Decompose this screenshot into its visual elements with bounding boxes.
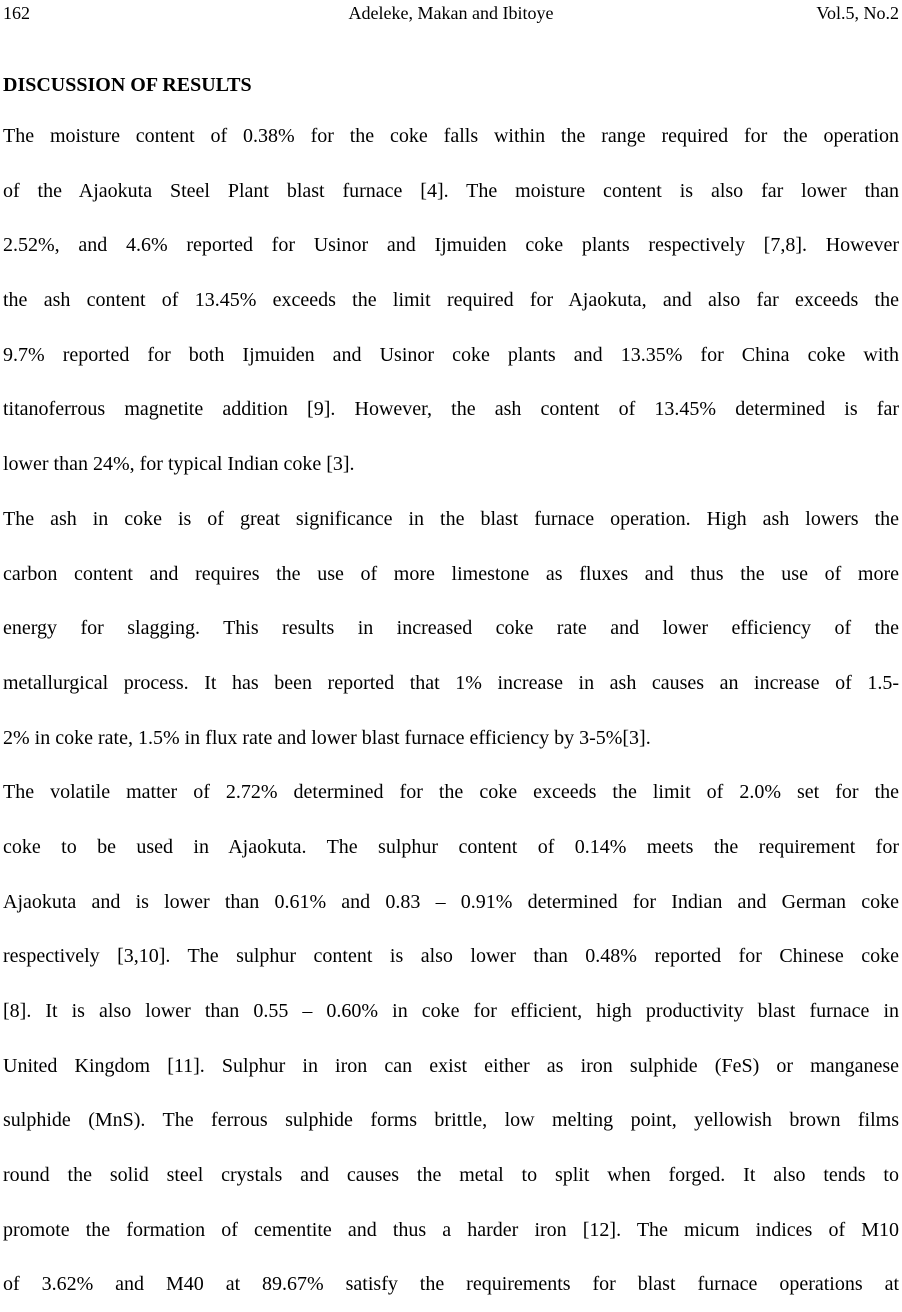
text-line: The volatile matter of 2.72% determined for the coke exceeds the limit of 2.0% set for the <box>3 781 899 804</box>
section-heading: DISCUSSION OF RESULTS <box>3 74 252 96</box>
header-authors: Adeleke, Makan and Ibitoye <box>348 3 554 23</box>
text-line: of the Ajaokuta Steel Plant blast furnace [4]. The moisture content is also far lower than <box>3 179 899 202</box>
paragraph <box>3 492 899 765</box>
text-line: 9.7% reported for both Ijmuiden and Usinor coke plants and 13.35% for China coke with <box>3 343 899 366</box>
text-line: 2.52%, and 4.6% reported for Usinor and Ijmuiden coke plants respectively [7,8]. However <box>3 234 899 257</box>
text-line: Ajaokuta and is lower than 0.61% and 0.83 – 0.91% determined for Indian and German coke <box>3 890 899 913</box>
text-line: sulphide (MnS). The ferrous sulphide forms brittle, low melting point, yellowish brown films <box>3 1109 899 1132</box>
text-line: the ash content of 13.45% exceeds the limit required for Ajaokuta, and also far exceeds the <box>3 289 899 312</box>
running-header <box>3 0 899 26</box>
text-line: of 3.62% and M40 at 89.67% satisfy the requirements for blast furnace operations at <box>3 1273 899 1296</box>
text-line: respectively [3,10]. The sulphur content is also lower than 0.48% reported for Chinese coke <box>3 945 899 968</box>
text-line: titanoferrous magnetite addition [9]. However, the ash content of 13.45% determined is far <box>3 398 899 421</box>
text-line: energy for slagging. This results in increased coke rate and lower efficiency of the <box>3 617 899 640</box>
header-page-number: 162 <box>3 3 30 23</box>
text-line: promote the formation of cementite and thus a harder iron [12]. The micum indices of M10 <box>3 1218 899 1241</box>
text-line: coke to be used in Ajaokuta. The sulphur content of 0.14% meets the requirement for <box>3 835 899 858</box>
paragraph <box>3 109 899 492</box>
body-text <box>3 109 899 1312</box>
text-line: lower than 24%, for typical Indian coke [3]. <box>3 453 355 476</box>
text-line: metallurgical process. It has been reported that 1% increase in ash causes an increase of 1.5- <box>3 671 899 694</box>
text-line: carbon content and requires the use of more limestone as fluxes and thus the use of more <box>3 562 899 585</box>
text-line: United Kingdom [11]. Sulphur in iron can exist either as iron sulphide (FeS) or manganese <box>3 1054 899 1077</box>
text-line: [8]. It is also lower than 0.55 – 0.60% in coke for efficient, high productivity blast furnace in <box>3 1000 899 1022</box>
paragraph <box>3 765 899 1312</box>
header-volume: Vol.5, No.2 <box>816 3 899 23</box>
text-line: 2% in coke rate, 1.5% in flux rate and lower blast furnace efficiency by 3-5%[3]. <box>3 726 651 749</box>
text-line: The moisture content of 0.38% for the coke falls within the range required for the operation <box>3 125 899 147</box>
text-line: The ash in coke is of great significance in the blast furnace operation. High ash lowers the <box>3 507 899 530</box>
text-line: round the solid steel crystals and causes the metal to split when forged. It also tends to <box>3 1164 899 1187</box>
